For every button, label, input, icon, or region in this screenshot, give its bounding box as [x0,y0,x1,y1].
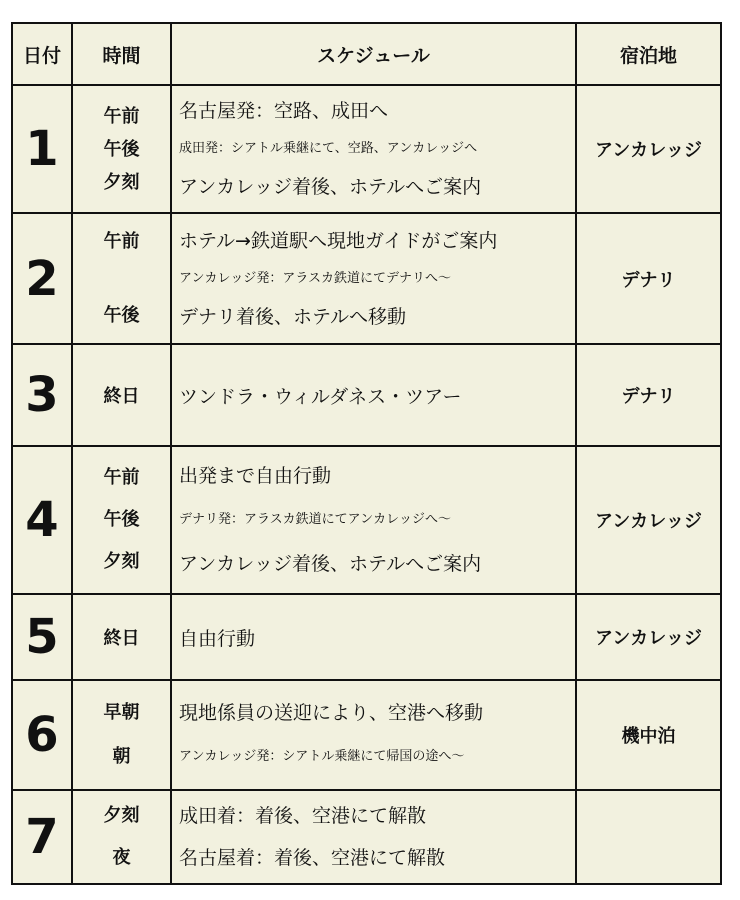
time-cell [72,344,171,446]
day-number: 3 [12,344,72,446]
time-cell [72,594,171,680]
header-stay: 宿泊地 [576,23,721,85]
table-row [12,446,721,594]
time-cell [72,790,171,884]
time-cell [72,85,171,213]
schedule-line: ホテル→鉄道駅へ現地ガイドがご案内 [179,229,498,252]
table-row [12,594,721,680]
day-number: 7 [12,790,72,884]
time-label: 夕刻 [103,805,140,826]
schedule-cell [171,446,576,594]
table-row [12,790,721,884]
schedule-line: アンカレッジ発：アラスカ鉄道にてデナリへ～ [179,270,451,286]
schedule-line: 名古屋着：着後、空港にて解散 [179,847,446,869]
time-label: 午前 [103,105,140,127]
time-label: 朝 [112,746,131,767]
stay-cell: アンカレッジ [576,594,721,680]
schedule-line: 成田着：着後、空港にて解散 [179,805,427,827]
table-row [12,213,721,344]
table-row [12,344,721,446]
day-number: 2 [12,213,72,344]
stay-cell: アンカレッジ [576,85,721,213]
schedule-cell [171,85,576,213]
schedule-cell [171,680,576,790]
time-label: 終日 [103,628,140,649]
time-label: 午後 [103,509,140,530]
time-cell [72,213,171,344]
schedule-line: アンカレッジ発：シアトル乗継にて帰国の途へ～ [179,749,465,764]
time-label: 終日 [103,386,140,407]
time-label: 夜 [112,847,131,868]
time-cell [72,680,171,790]
time-label: 午後 [103,304,140,326]
schedule-line: アンカレッジ着後、ホテルへご案内 [179,553,482,575]
schedule-cell [171,213,576,344]
day-number: 1 [12,85,72,213]
time-label: 午前 [103,467,140,488]
stay-cell [576,790,721,884]
table-row [12,85,721,213]
time-label: 夕刻 [103,171,140,193]
schedule-cell [171,344,576,446]
day-number: 6 [12,680,72,790]
schedule-line: デナリ着後、ホテルへ移動 [179,305,407,328]
schedule-line: デナリ発：アラスカ鉄道にてアンカレッジへ～ [179,512,451,527]
schedule-line: 名古屋発：空路、成田へ [179,100,389,122]
table-row [12,680,721,790]
schedule-cell [171,594,576,680]
header-row [12,23,721,85]
itinerary-table [11,22,722,885]
stay-cell: 機中泊 [576,680,721,790]
schedule-line: ツンドラ・ウィルダネス・ツアー [179,385,462,408]
schedule-line: 現地係員の送迎により、空港へ移動 [179,702,484,724]
time-label: 早朝 [103,702,140,723]
day-number: 4 [12,446,72,594]
time-label: 午前 [103,230,140,252]
header-day: 日付 [12,23,72,85]
schedule-cell [171,790,576,884]
stay-cell: デナリ [576,213,721,344]
header-schedule: スケジュール [171,23,576,85]
stay-cell: デナリ [576,344,721,446]
time-label: 午後 [103,138,140,160]
schedule-line: アンカレッジ着後、ホテルへご案内 [179,176,482,198]
header-time: 時間 [72,23,171,85]
time-cell [72,446,171,594]
schedule-line: 自由行動 [179,627,256,650]
time-label: 夕刻 [103,551,140,572]
day-number: 5 [12,594,72,680]
schedule-line: 成田発：シアトル乗継にて、空路、アンカレッジへ [179,141,478,156]
schedule-line: 出発まで自由行動 [179,465,332,487]
stay-cell: アンカレッジ [576,446,721,594]
